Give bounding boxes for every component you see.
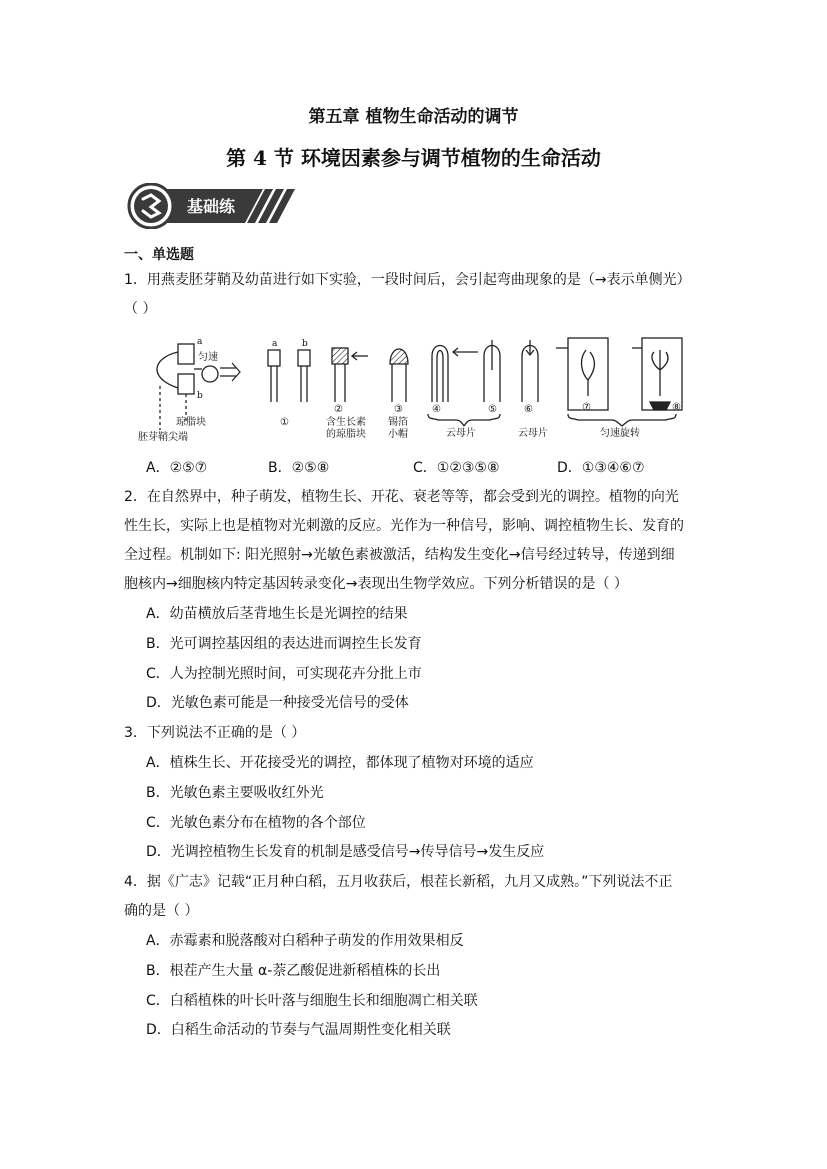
q2-stem-line4: 胞核内→细胞核内特定基因转录变化→表现出生物学效应。下列分析错误的是（ ）: [124, 576, 628, 592]
fig-agar-block-label: 琼脂块: [176, 417, 206, 428]
q2-option-d[interactable]: D．光敏色素可能是一种接受光信号的受体: [146, 695, 409, 711]
q3-option-c[interactable]: C．光敏色素分布在植物的各个部位: [146, 815, 366, 831]
fig-label-a2: a: [272, 339, 278, 349]
q4-option-d[interactable]: D．白稻生命活动的节奏与气温周期性变化相关联: [146, 1022, 451, 1038]
q1-stem-line2: （ ）: [124, 301, 157, 317]
banner-label: 基础练: [186, 197, 236, 216]
fig-num-3: ③: [394, 404, 403, 415]
fig-uniform-label: 匀速: [198, 352, 218, 363]
q1-agar-a: [178, 344, 194, 364]
fig-num-2: ②: [334, 404, 343, 415]
q4-stem-line1: 4．据《广志》记载“正月种白稻，五月收获后，根茬长新稻，九月又成熟。”下列说法不正: [124, 874, 673, 890]
q3-option-b[interactable]: B．光敏色素主要吸收红外光: [146, 785, 324, 801]
q3-option-d[interactable]: D．光调控植物生长发育的机制是感受信号→传导信号→发生反应: [146, 844, 545, 860]
fig-num-6: ⑥: [524, 404, 533, 415]
fig-label-a: a: [197, 337, 203, 347]
q4-option-b[interactable]: B．根茬产生大量 α-萘乙酸促进新稻植株的长出: [146, 963, 441, 979]
fig-num-8: ⑧: [672, 402, 681, 413]
q1-option-c[interactable]: C．①②③⑤⑧: [413, 460, 500, 476]
q2-stem-line1: 2．在自然界中，种子萌发，植物生长、开花、衰老等等，都会受到光的调控。植物的向光: [124, 489, 679, 505]
fig-num-7: ⑦: [582, 402, 591, 413]
q2-stem-line3: 全过程。机制如下: 阳光照射→光敏色素被激活，结构发生变化→信号经过转导，传递到细: [124, 547, 675, 563]
q4-option-a[interactable]: A．赤霉素和脱落酸对白稻种子萌发的作用效果相反: [146, 933, 464, 949]
section-title: 第 4 节 环境因素参与调节植物的生命活动: [226, 146, 601, 170]
fig-mica-label-1: 云母片: [446, 428, 476, 439]
q3-stem-line1: 3．下列说法不正确的是（ ）: [124, 725, 306, 741]
fig-auxin-agar-line2: 的琼脂块: [326, 429, 366, 440]
q4-option-c[interactable]: C．白稻植株的叶长叶落与细胞生长和细胞凋亡相关联: [146, 993, 478, 1009]
q1-option-a[interactable]: A．②⑤⑦: [146, 460, 208, 476]
fig-num-4: ④: [432, 404, 441, 415]
fig-tip-label: 胚芽鞘尖端: [138, 432, 188, 443]
chapter-title: 第五章 植物生命活动的调节: [308, 107, 519, 127]
q1-agar-b: [178, 374, 194, 394]
fig-tin-line2: 小帽: [388, 429, 408, 440]
q1-coleoptile-tip: [157, 352, 178, 388]
fig-label-b2: b: [302, 339, 308, 349]
fig-mica-label-2: 云母片: [518, 428, 548, 439]
q1-option-b[interactable]: B．②⑤⑧: [268, 460, 330, 476]
q2-stem-line2: 性生长，实际上也是植物对光刺激的反应。光作为一种信号，影响、调控植物生长、发育的: [124, 518, 684, 534]
q1-option-d[interactable]: D．①③④⑥⑦: [557, 460, 645, 476]
q2-option-a[interactable]: A．幼苗横放后茎背地生长是光调控的结果: [146, 606, 408, 622]
q1-experiment-figure: [138, 330, 698, 445]
fig-auxin-agar-line1: 含生长素: [326, 417, 366, 428]
fig-num-5: ⑤: [488, 404, 497, 415]
q2-option-b[interactable]: B．光可调控基因组的表达进而调控生长发育: [146, 636, 422, 652]
q3-option-a[interactable]: A．植株生长、开花接受光的调控，都体现了植物对环境的适应: [146, 755, 534, 771]
q2-option-c[interactable]: C．人为控制光照时间，可实现花卉分批上市: [146, 666, 422, 682]
part-heading: 一、单选题: [124, 247, 194, 263]
fig-num-1: ①: [280, 417, 289, 428]
fig-tin-line1: 锡箔: [388, 417, 408, 428]
q4-stem-line2: 确的是（ ）: [124, 903, 199, 919]
fig-label-b: b: [197, 391, 203, 401]
banner-basic-practice: [125, 183, 300, 229]
q1-stem-line1: 1．用燕麦胚芽鞘及幼苗进行如下实验，一段时间后，会引起弯曲现象的是（→表示单侧光）: [124, 272, 691, 288]
fig-rotate-label: 匀速旋转: [600, 428, 640, 439]
